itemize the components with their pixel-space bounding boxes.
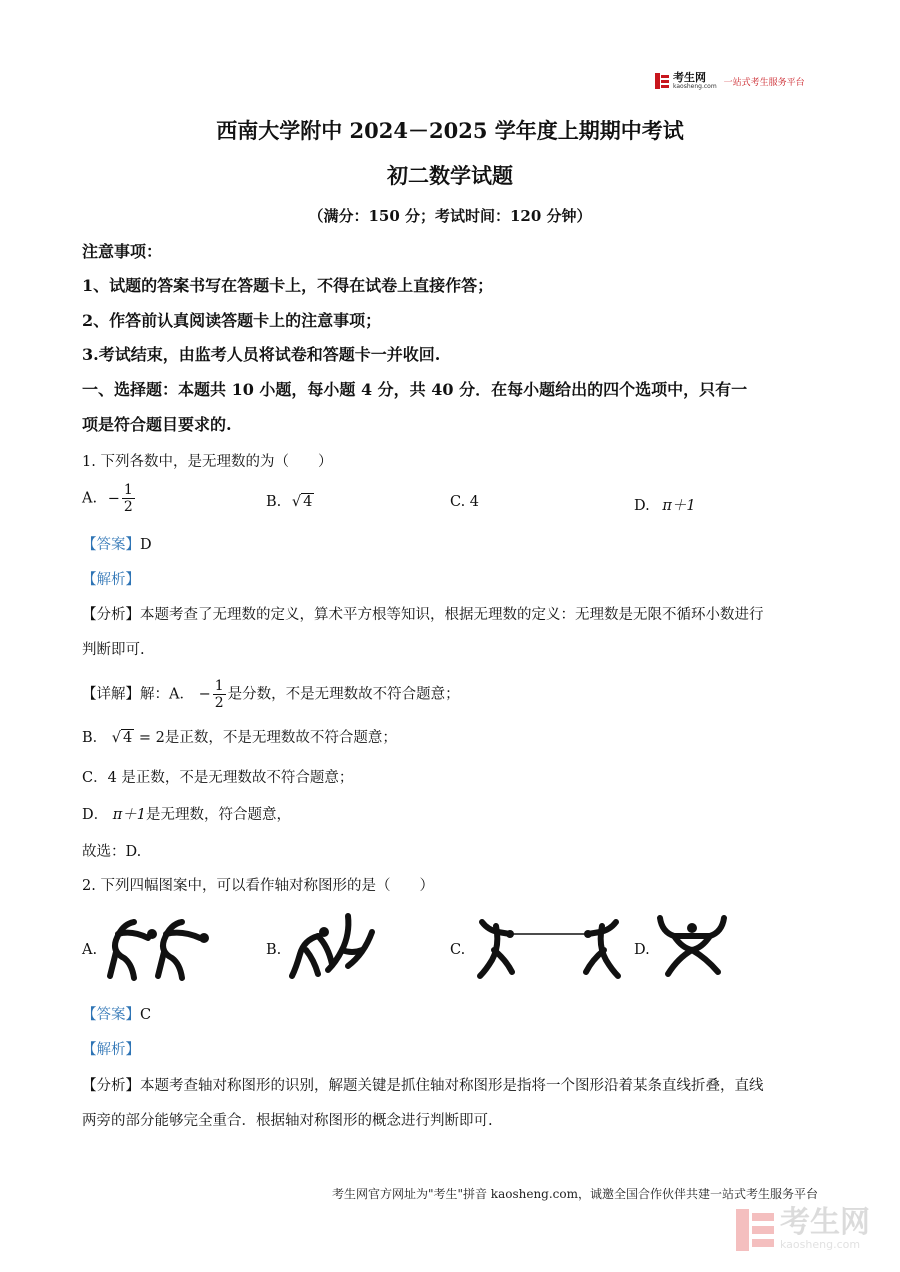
kaosheng-logo-icon: [655, 73, 669, 89]
q2-stem: 2. 下列四幅图案中，可以看作轴对称图形的是（ ）: [82, 878, 434, 894]
q2-option-b-label: B.: [266, 942, 282, 958]
detail-a-prefix: 解：A．: [140, 686, 194, 703]
section-heading-line2: 项是符合题目要求的.: [82, 415, 232, 434]
q1-option-a: [82, 482, 137, 515]
watermark-domain: kaosheng.com: [780, 1238, 861, 1251]
numerator: 1: [123, 482, 133, 498]
answer-tag: 【答案】: [82, 537, 140, 553]
detail-b-text: 是正数，不是无理数故不符合题意；: [164, 730, 397, 746]
numerator: 1: [214, 678, 224, 694]
q1-option-d: [634, 494, 696, 515]
answer-value: D: [140, 537, 152, 553]
option-expression: π＋1: [662, 498, 696, 514]
rope-pulling-athletes-icon: [476, 916, 622, 980]
q2-option-c-label: C.: [450, 942, 466, 958]
q2-option-a-label: A.: [82, 942, 98, 958]
notice-item: 2、作答前认真阅读答题卡上的注意事项；: [82, 311, 382, 330]
q2-answer: [82, 1005, 151, 1025]
q1-analysis-tag: 【解析】: [82, 572, 140, 588]
equals-expression: = 2: [138, 730, 165, 746]
header-logo: [655, 72, 805, 90]
fenxi-tag: 【分析】: [82, 607, 140, 623]
logo-domain: kaosheng.com: [673, 83, 717, 90]
logo-text: [673, 72, 717, 90]
q1-detail-c: C．4 是正数，不是无理数故不符合题意；: [82, 770, 354, 786]
answer-value: C: [140, 1007, 152, 1023]
fraction: [122, 482, 135, 515]
detail-tag: 【详解】: [82, 686, 140, 703]
q1-answer: [82, 535, 152, 555]
q2-fenxi-line2: 两旁的部分能够完全重合．根据轴对称图形的概念进行判断即可.: [82, 1113, 493, 1129]
pi-expression: π＋1: [112, 807, 147, 823]
sqrt-expression: √ 4: [291, 494, 313, 510]
q1-fenxi-line1: [82, 605, 764, 625]
fraction: [213, 678, 226, 711]
option-label: A.: [82, 490, 98, 507]
notice-item: 1、试题的答案书写在答题卡上，不得在试卷上直接作答；: [82, 276, 494, 295]
watermark-logo-icon: [736, 1209, 774, 1251]
page-subtitle: 初二数学试题: [387, 163, 513, 188]
q2-fenxi-line1: [82, 1076, 764, 1096]
weightlifter-icon: [654, 914, 730, 980]
q1-fenxi-line2: 判断即可.: [82, 642, 145, 658]
q1-detail-d: [82, 805, 291, 825]
radicand: 4: [303, 494, 313, 510]
fenxi-text: 本题考查了无理数的定义，算术平方根等知识，根据无理数的定义：无理数是无限不循环小数进行: [140, 607, 764, 623]
sqrt-expression: √ 4: [111, 730, 133, 746]
option-sign: −: [107, 490, 120, 507]
page-title: 西南大学附中 2024－2025 学年度上期期中考试: [216, 118, 684, 143]
q2-option-d-label: D.: [634, 942, 650, 958]
watermark-text: 考生网: [780, 1205, 870, 1240]
fenxi-tag: 【分析】: [82, 1078, 140, 1094]
option-label: D.: [634, 498, 650, 514]
notice-item: 3.考试结束，由监考人员将试卷和答题卡一并收回.: [82, 345, 441, 364]
q1-stem: 1. 下列各数中，是无理数的为（ ）: [82, 454, 333, 470]
watermark: [736, 1205, 870, 1251]
footer-text: 考生网官方网址为"考生"拼音 kaosheng.com，诚邀全国合作伙伴共建一站式考生服务平台: [331, 1187, 818, 1201]
fencing-athletes-icon: [104, 912, 226, 982]
detail-b-prefix: B．: [82, 730, 108, 746]
section-heading-line1: 一、选择题：本题共 10 小题，每小题 4 分，共 40 分．在每小题给出的四个选项中，只有一: [82, 380, 748, 399]
exam-info: （满分：150 分；考试时间：120 分钟）: [308, 207, 592, 225]
option-sign: −: [198, 686, 211, 703]
q2-analysis-tag: 【解析】: [82, 1042, 140, 1058]
radicand: 4: [123, 730, 133, 746]
notice-heading: 注意事项：: [82, 242, 163, 261]
q1-detail-b: [82, 728, 397, 748]
q1-conclusion: 故选：D.: [82, 844, 142, 860]
denominator: 2: [123, 499, 133, 515]
q1-option-c: C. 4: [450, 494, 480, 510]
option-label: B.: [266, 494, 282, 510]
wrestling-athletes-icon: [288, 910, 378, 982]
denominator: 2: [214, 695, 224, 711]
fenxi-text: 本题考查轴对称图形的识别，解题关键是抓住轴对称图形是指将一个图形沿着某条直线折叠，直线: [140, 1078, 764, 1094]
logo-slogan: 一站式考生服务平台: [723, 77, 805, 88]
watermark-text-block: [780, 1205, 870, 1251]
q1-detail-a: [82, 678, 460, 711]
logo-brand: 考生网: [673, 71, 706, 84]
q1-option-b: [266, 494, 314, 510]
answer-tag: 【答案】: [82, 1007, 140, 1023]
detail-d-text: 是无理数，符合题意，: [146, 807, 292, 823]
detail-a-text: 是分数，不是无理数故不符合题意；: [227, 686, 460, 703]
detail-d-prefix: D．: [82, 807, 109, 823]
